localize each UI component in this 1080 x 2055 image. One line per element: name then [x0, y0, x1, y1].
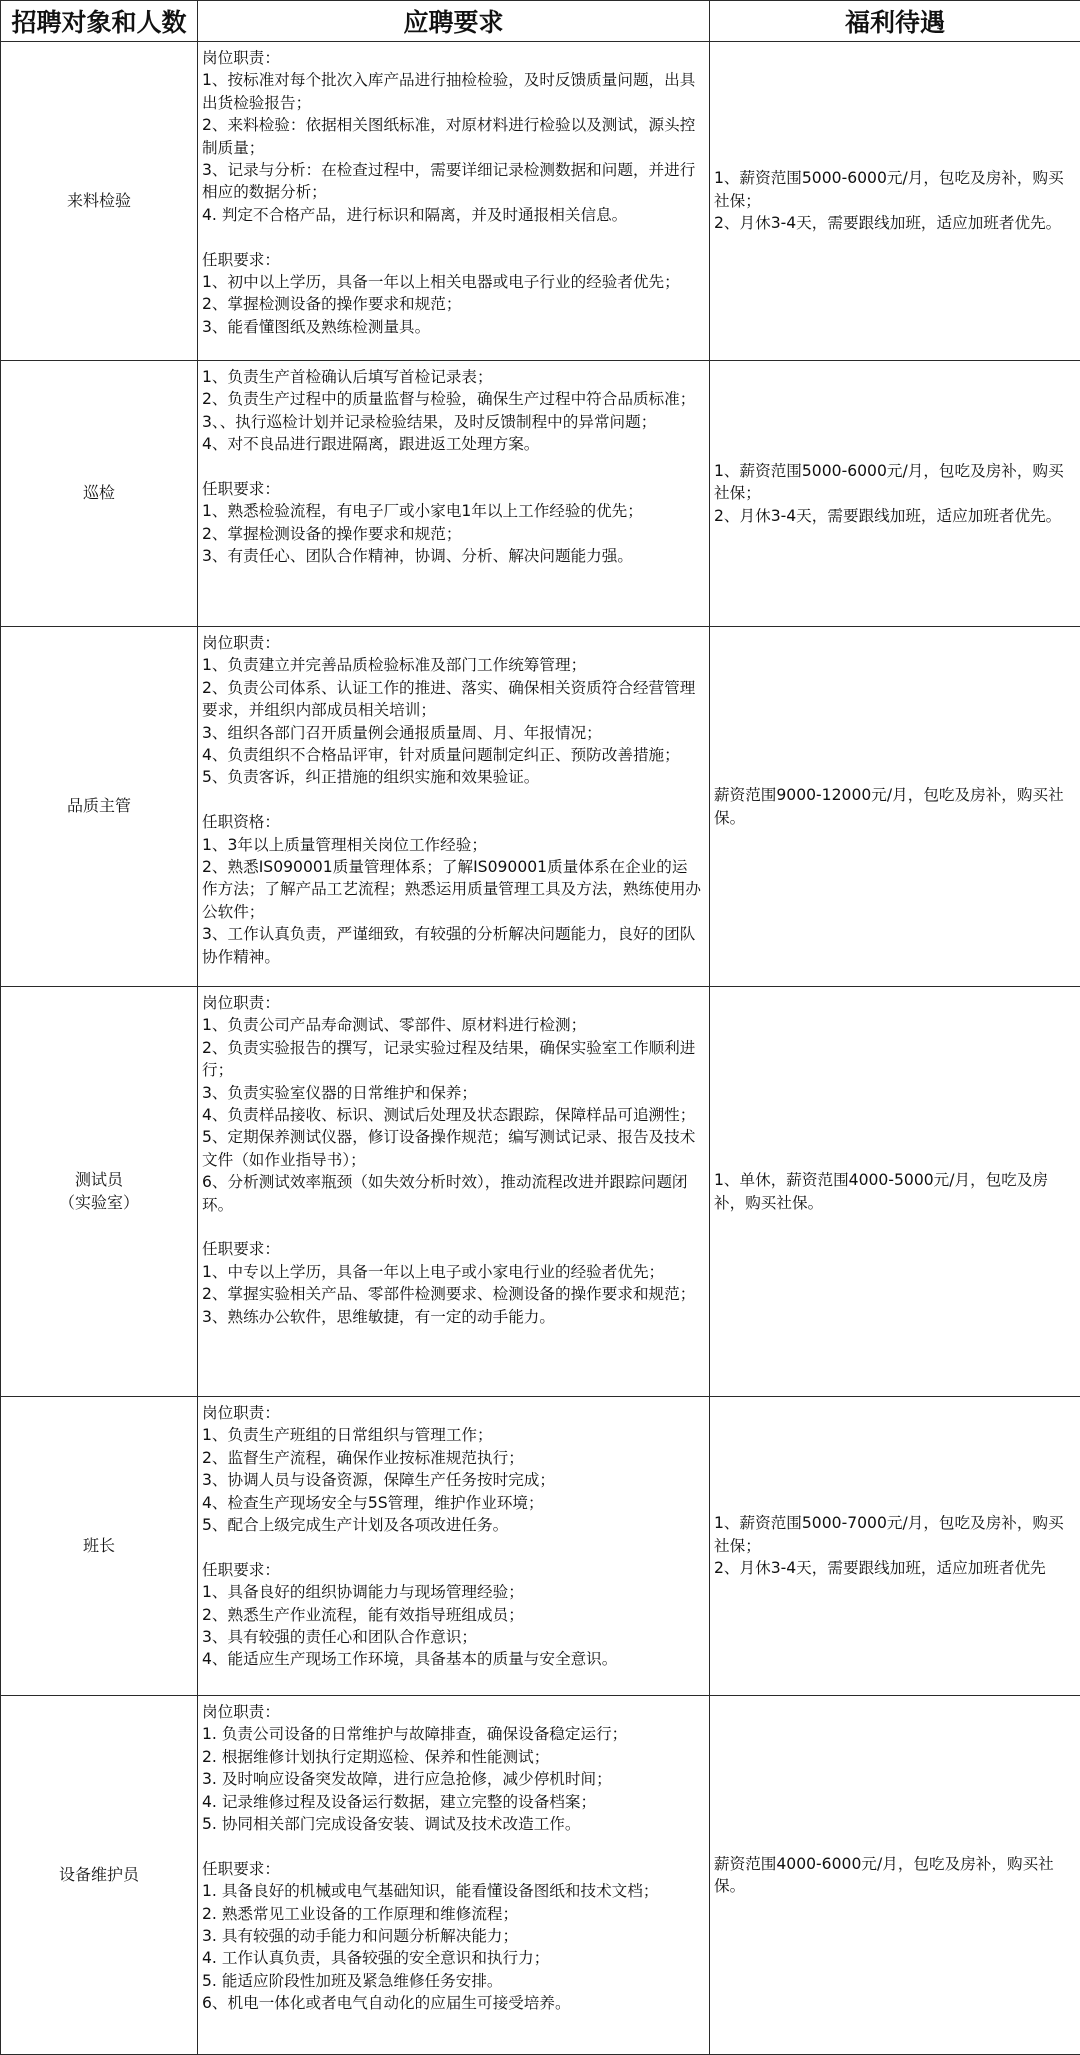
duty-item: 2、监督生产流程，确保作业按标准规范执行；: [202, 1447, 703, 1469]
duty-item: 2. 根据维修计划执行定期巡检、保养和性能测试；: [202, 1746, 703, 1768]
duty-item: 3、记录与分析：在检查过程中，需要详细记录检测数据和问题，并进行相应的数据分析；: [202, 159, 703, 204]
table-row: [1, 987, 1080, 1397]
position-name: 测试员: [1, 1169, 197, 1191]
duty-item: 2、负责公司体系、认证工作的推进、落实、确保相关资质符合经营管理要求，并组织内部成员相关培训；: [202, 677, 703, 722]
spacer: [202, 1216, 703, 1238]
duty-item: 5、定期保养测试仪器，修订设备操作规范；编写测试记录、报告及技术文件（如作业指导书）；: [202, 1126, 703, 1171]
duty-item: 1、负责建立并完善品质检验标准及部门工作统筹管理；: [202, 654, 703, 676]
benefit-item: 1、单休，薪资范围4000-5000元/月，包吃及房补，购买社保。: [714, 1169, 1074, 1214]
duty-item: 1、负责公司产品寿命测试、零部件、原材料进行检测；: [202, 1014, 703, 1036]
table-row: [1, 361, 1080, 627]
duty-item: 3、协调人员与设备资源，保障生产任务按时完成；: [202, 1469, 703, 1491]
duty-item: 1. 负责公司设备的日常维护与故障排查，确保设备稳定运行；: [202, 1723, 703, 1745]
requirement-item: 2、掌握实验相关产品、零部件检测要求、检测设备的操作要求和规范；: [202, 1283, 703, 1305]
position-cell: [1, 42, 198, 361]
table-row: [1, 42, 1080, 361]
position-cell: [1, 987, 198, 1397]
duties-title: 岗位职责：: [202, 992, 703, 1014]
duty-item: 4、负责组织不合格品评审，针对质量问题制定纠正、预防改善措施；: [202, 744, 703, 766]
duty-item: 3、、执行巡检计划并记录检验结果，及时反馈制程中的异常问题；: [202, 411, 703, 433]
requirement-item: 2、熟悉IS090001质量管理体系；了解IS090001质量体系在企业的运作方法；了解产品工艺流程；熟悉运用质量管理工具及方法，熟练使用办公软件；: [202, 856, 703, 923]
duty-item: 1、负责生产首检确认后填写首检记录表；: [202, 366, 703, 388]
duty-item: 4、对不良品进行跟进隔离，跟进返工处理方案。: [202, 433, 703, 455]
requirements-cell: [198, 361, 710, 627]
benefit-item: 薪资范围4000-6000元/月，包吃及房补，购买社保。: [714, 1853, 1074, 1898]
spacer: [202, 789, 703, 811]
duty-item: 1、负责生产班组的日常组织与管理工作；: [202, 1424, 703, 1446]
benefits-cell: [710, 1397, 1080, 1696]
duty-item: 3. 及时响应设备突发故障，进行应急抢修，减少停机时间；: [202, 1768, 703, 1790]
benefits-cell: [710, 42, 1080, 361]
benefit-item: 2、月休3-4天，需要跟线加班，适应加班者优先。: [714, 212, 1074, 234]
duty-item: 4. 判定不合格产品，进行标识和隔离，并及时通报相关信息。: [202, 204, 703, 226]
spacer: [202, 456, 703, 478]
requirements-title: 任职要求：: [202, 249, 703, 271]
requirement-item: 3、能看懂图纸及熟练检测量具。: [202, 316, 703, 338]
benefit-item: 1、薪资范围5000-6000元/月，包吃及房补，购买社保；: [714, 167, 1074, 212]
position-subtitle: （实验室）: [1, 1192, 197, 1214]
duty-item: 5、负责客诉，纠正措施的组织实施和效果验证。: [202, 766, 703, 788]
requirement-item: 3、有责任心、团队合作精神，协调、分析、解决问题能力强。: [202, 545, 703, 567]
requirements-title: 任职资格：: [202, 811, 703, 833]
duty-item: 2、来料检验：依据相关图纸标准，对原材料进行检验以及测试，源头控制质量；: [202, 114, 703, 159]
duty-item: 5. 协同相关部门完成设备安装、调试及技术改造工作。: [202, 1813, 703, 1835]
requirements-title: 任职要求：: [202, 1559, 703, 1581]
position-name: 巡检: [1, 482, 197, 504]
requirement-item: 4. 工作认真负责，具备较强的安全意识和执行力；: [202, 1947, 703, 1969]
position-cell: [1, 1696, 198, 2055]
duty-item: 2、负责生产过程中的质量监督与检验，确保生产过程中符合品质标准；: [202, 388, 703, 410]
requirement-item: 1、具备良好的组织协调能力与现场管理经验；: [202, 1581, 703, 1603]
header-position: 招聘对象和人数: [1, 1, 198, 42]
benefits-cell: [710, 627, 1080, 987]
requirement-item: 1. 具备良好的机械或电气基础知识，能看懂设备图纸和技术文档；: [202, 1880, 703, 1902]
benefits-cell: [710, 987, 1080, 1397]
requirements-title: 任职要求：: [202, 478, 703, 500]
requirement-item: 3、工作认真负责，严谨细致，有较强的分析解决问题能力，良好的团队协作精神。: [202, 923, 703, 968]
requirement-item: 5. 能适应阶段性加班及紧急维修任务安排。: [202, 1970, 703, 1992]
requirements-cell: [198, 42, 710, 361]
spacer: [202, 226, 703, 248]
requirement-item: 1、中专以上学历，具备一年以上电子或小家电行业的经验者优先；: [202, 1261, 703, 1283]
duty-item: 3、负责实验室仪器的日常维护和保养；: [202, 1082, 703, 1104]
table-row: [1, 1397, 1080, 1696]
header-requirements: 应聘要求: [198, 1, 710, 42]
benefit-item: 1、薪资范围5000-7000元/月，包吃及房补，购买社保；: [714, 1512, 1074, 1557]
duty-item: 5、配合上级完成生产计划及各项改进任务。: [202, 1514, 703, 1536]
header-benefits: 福利待遇: [710, 1, 1080, 42]
duties-title: 岗位职责：: [202, 1402, 703, 1424]
requirement-item: 6、机电一体化或者电气自动化的应届生可接受培养。: [202, 1992, 703, 2014]
position-name: 设备维护员: [1, 1864, 197, 1886]
requirements-cell: [198, 987, 710, 1397]
requirements-cell: [198, 1696, 710, 2055]
requirements-title: 任职要求：: [202, 1238, 703, 1260]
requirement-item: 3、具有较强的责任心和团队合作意识；: [202, 1626, 703, 1648]
requirement-item: 4、能适应生产现场工作环境，具备基本的质量与安全意识。: [202, 1648, 703, 1670]
duty-item: 6、分析测试效率瓶颈（如失效分析时效），推动流程改进并跟踪问题闭环。: [202, 1171, 703, 1216]
benefit-item: 1、薪资范围5000-6000元/月，包吃及房补，购买社保；: [714, 460, 1074, 505]
duties-title: 岗位职责：: [202, 632, 703, 654]
duty-item: 2、负责实验报告的撰写，记录实验过程及结果，确保实验室工作顺利进行；: [202, 1037, 703, 1082]
benefit-item: 2、月休3-4天，需要跟线加班，适应加班者优先。: [714, 505, 1074, 527]
duty-item: 4、负责样品接收、标识、测试后处理及状态跟踪，保障样品可追溯性；: [202, 1104, 703, 1126]
requirement-item: 2、掌握检测设备的操作要求和规范；: [202, 293, 703, 315]
header-row: [1, 1, 1080, 42]
position-cell: [1, 1397, 198, 1696]
position-name: 来料检验: [1, 190, 197, 212]
requirement-item: 2、熟悉生产作业流程，能有效指导班组成员；: [202, 1604, 703, 1626]
benefit-item: 薪资范围9000-12000元/月，包吃及房补，购买社保。: [714, 784, 1074, 829]
position-cell: [1, 361, 198, 627]
requirements-cell: [198, 627, 710, 987]
duties-title: 岗位职责：: [202, 47, 703, 69]
duties-title: 岗位职责：: [202, 1701, 703, 1723]
spacer: [202, 1536, 703, 1558]
duty-item: 1、按标准对每个批次入库产品进行抽检检验，及时反馈质量问题，出具出货检验报告；: [202, 69, 703, 114]
benefits-cell: [710, 1696, 1080, 2055]
duty-item: 4. 记录维修过程及设备运行数据，建立完整的设备档案；: [202, 1791, 703, 1813]
table-row: [1, 627, 1080, 987]
duty-item: 3、组织各部门召开质量例会通报质量周、月、年报情况；: [202, 722, 703, 744]
requirement-item: 1、初中以上学历，具备一年以上相关电器或电子行业的经验者优先；: [202, 271, 703, 293]
position-name: 班长: [1, 1535, 197, 1557]
requirements-title: 任职要求：: [202, 1858, 703, 1880]
requirement-item: 3. 具有较强的动手能力和问题分析解决能力；: [202, 1925, 703, 1947]
requirement-item: 2、掌握检测设备的操作要求和规范；: [202, 523, 703, 545]
requirement-item: 1、3年以上质量管理相关岗位工作经验；: [202, 834, 703, 856]
requirement-item: 3、熟练办公软件，思维敏捷，有一定的动手能力。: [202, 1306, 703, 1328]
position-cell: [1, 627, 198, 987]
position-name: 品质主管: [1, 795, 197, 817]
requirements-cell: [198, 1397, 710, 1696]
table-row: [1, 1696, 1080, 2055]
requirement-item: 1、熟悉检验流程，有电子厂或小家电1年以上工作经验的优先；: [202, 500, 703, 522]
requirement-item: 2. 熟悉常见工业设备的工作原理和维修流程；: [202, 1903, 703, 1925]
duty-item: 4、检查生产现场安全与5S管理，维护作业环境；: [202, 1492, 703, 1514]
benefits-cell: [710, 361, 1080, 627]
spacer: [202, 1835, 703, 1857]
benefit-item: 2、月休3-4天，需要跟线加班，适应加班者优先: [714, 1557, 1074, 1579]
